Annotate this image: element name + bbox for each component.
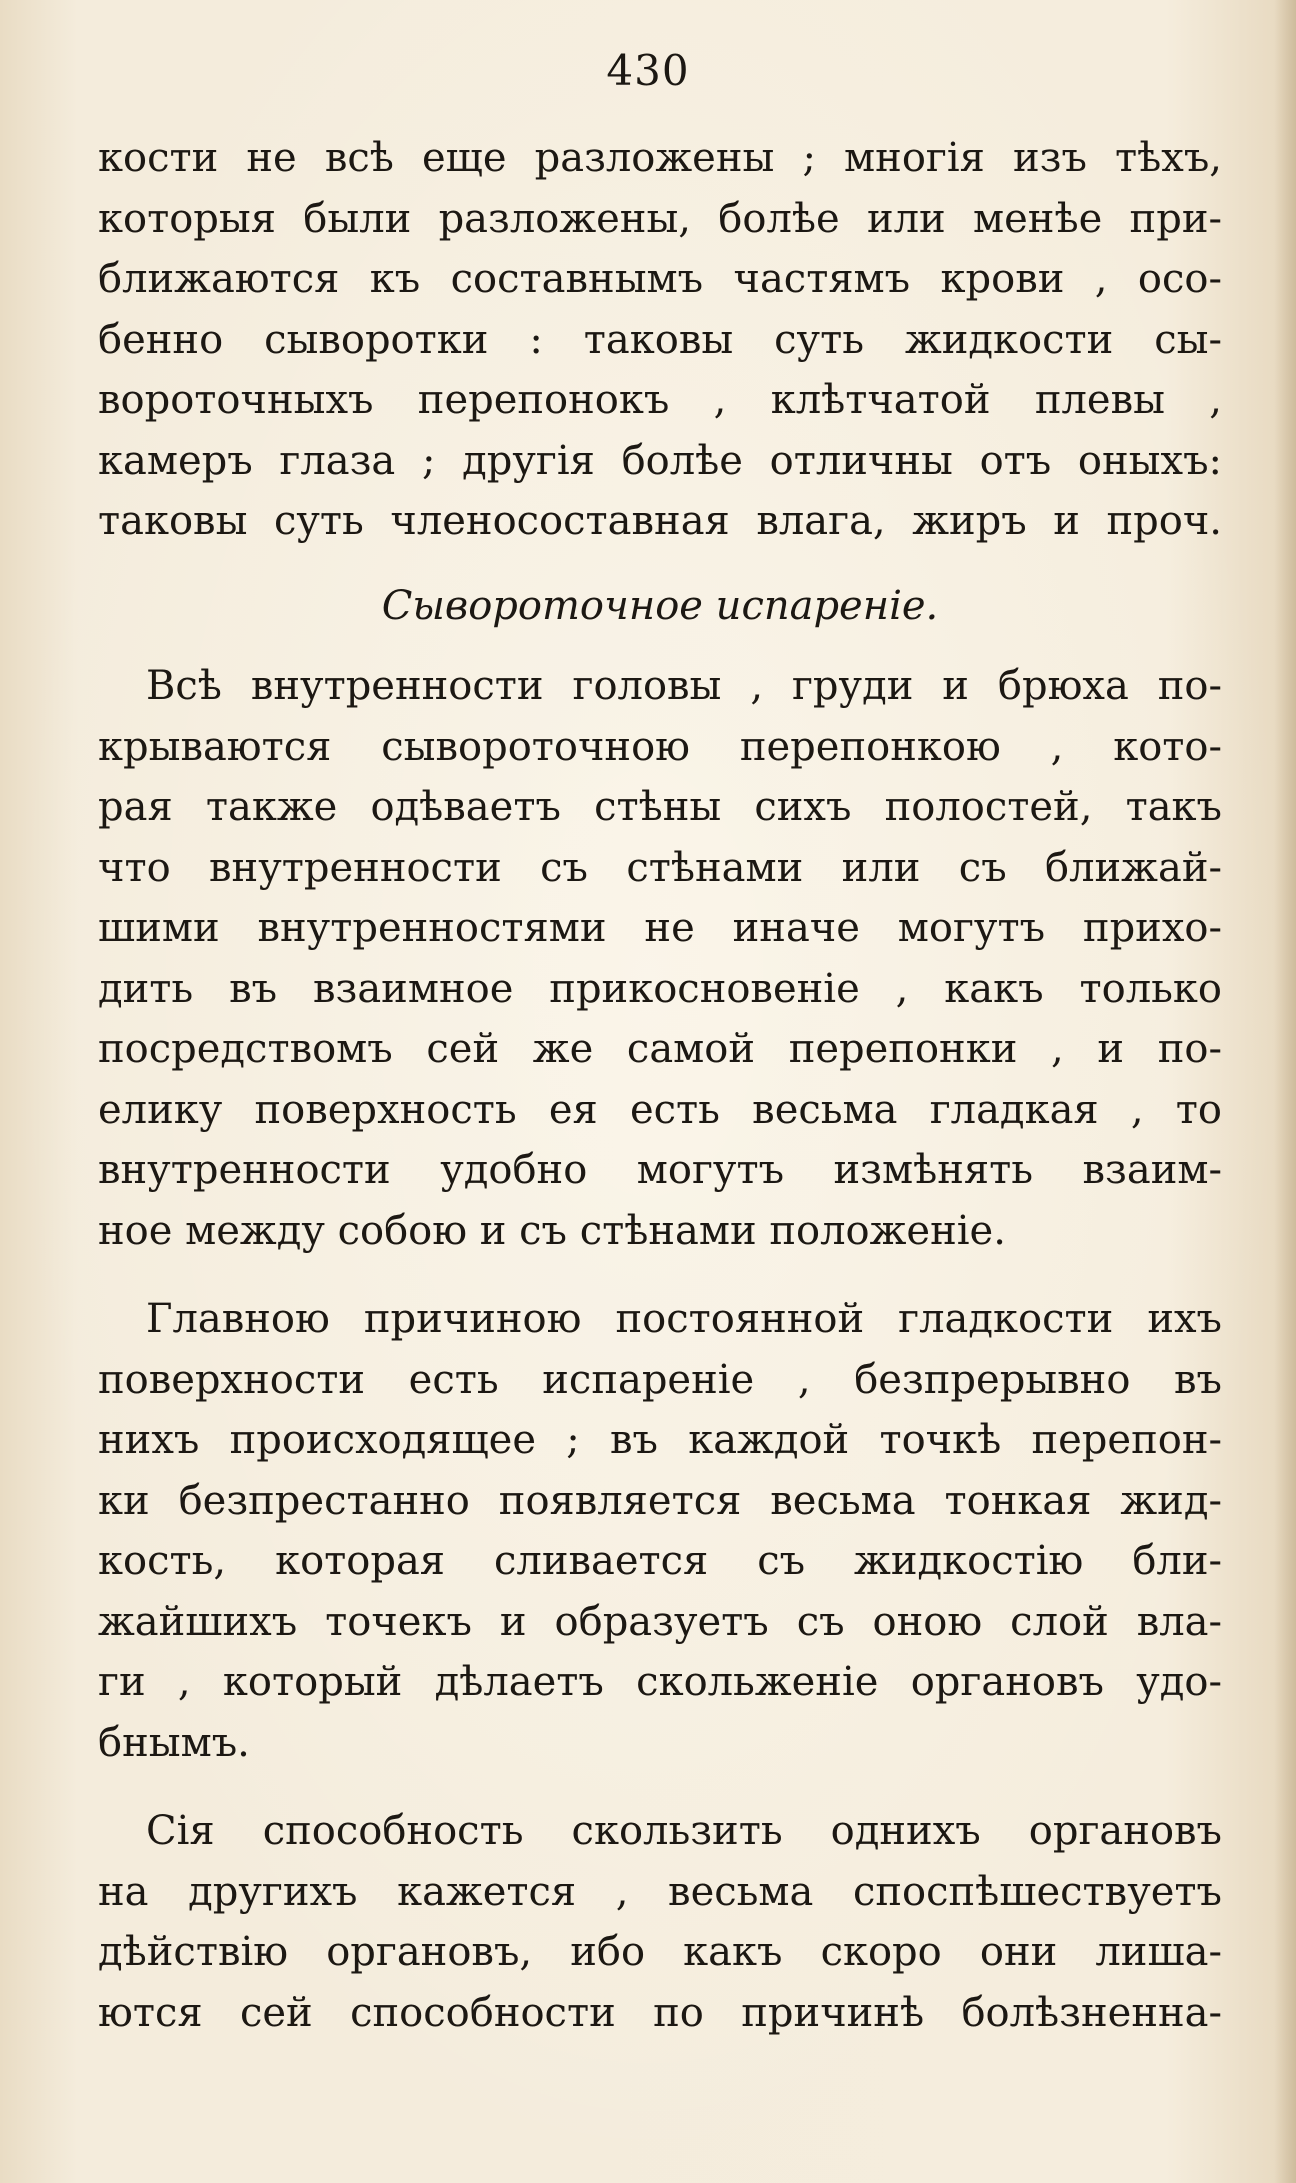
text-line: таковы суть членосоставная влага, жиръ и проч.	[98, 498, 1222, 544]
paragraph-2	[98, 656, 1222, 1261]
text-line: камеръ глаза ; другія болѣе отличны отъ оныхъ:	[98, 437, 1222, 484]
text-line: поверхности есть испареніе , безпрерывно въ	[98, 1356, 1222, 1403]
text-line: рая также одѣваетъ стѣны сихъ полостей, такъ	[98, 784, 1222, 830]
text-line: что внутренности съ стѣнами или съ ближай-	[98, 844, 1222, 891]
text-block	[98, 128, 1222, 2043]
paragraph-gap	[98, 1261, 1222, 1289]
text-line: шими внутренностями не иначе могутъ прихо-	[98, 905, 1222, 951]
paragraph-gap	[98, 1773, 1222, 1801]
text-line: вороточныхъ перепонокъ , клѣтчатой плевы ,	[98, 377, 1222, 423]
text-line: нихъ происходящее ; въ каждой точкѣ перепон-	[98, 1417, 1222, 1463]
paragraph-3	[98, 1289, 1222, 1773]
text-line: которыя были разложены, болѣе или менѣе при-	[98, 195, 1222, 242]
text-line: ное между собою и съ стѣнами положеніе.	[98, 1207, 1006, 1254]
text-line: на другихъ кажется , весьма споспѣшествуетъ	[98, 1868, 1222, 1915]
text-line: Всѣ внутренности головы , груди и брюха по-	[146, 663, 1222, 709]
text-line: ются сей способности по причинѣ болѣзненна-	[98, 1989, 1222, 2036]
text-line: бенно сыворотки : таковы суть жидкости сы-	[98, 316, 1222, 363]
text-line: бнымъ.	[98, 1719, 250, 1766]
paragraph-1	[98, 128, 1222, 552]
text-line: кость, которая сливается съ жидкостію бли-	[98, 1538, 1222, 1584]
text-line: посредствомъ сей же самой перепонки , и по-	[98, 1026, 1222, 1072]
text-line: жайшихъ точекъ и образуетъ съ оною слой вла-	[98, 1598, 1222, 1645]
paragraph-4	[98, 1801, 1222, 2043]
page-edge-shadow	[1274, 0, 1296, 2183]
text-line: внутренности удобно могутъ измѣнять взаим-	[98, 1147, 1222, 1193]
text-line: елику поверхность ея есть весьма гладкая , то	[98, 1086, 1222, 1133]
text-line: Главною причиною постоянной гладкости ихъ	[146, 1296, 1222, 1342]
text-line: дить въ взаимное прикосновеніе , какъ только	[98, 965, 1222, 1012]
section-heading: Сывороточное испареніе.	[381, 582, 939, 629]
text-line: крываются сывороточною перепонкою , кото-	[98, 723, 1222, 770]
text-line: кости не всѣ еще разложены ; многія изъ тѣхъ,	[98, 135, 1222, 181]
page-number: 430	[606, 46, 690, 95]
text-line: ближаются къ составнымъ частямъ крови , осо-	[98, 256, 1222, 302]
text-line: ки безпрестанно появляется весьма тонкая жид-	[98, 1477, 1222, 1524]
text-line: дѣйствію органовъ, ибо какъ скоро они лиша-	[98, 1929, 1222, 1975]
text-line: ги , который дѣлаетъ скольженіе органовъ удо-	[98, 1659, 1222, 1705]
text-line: Сія способность скользить однихъ органовъ	[146, 1808, 1222, 1854]
